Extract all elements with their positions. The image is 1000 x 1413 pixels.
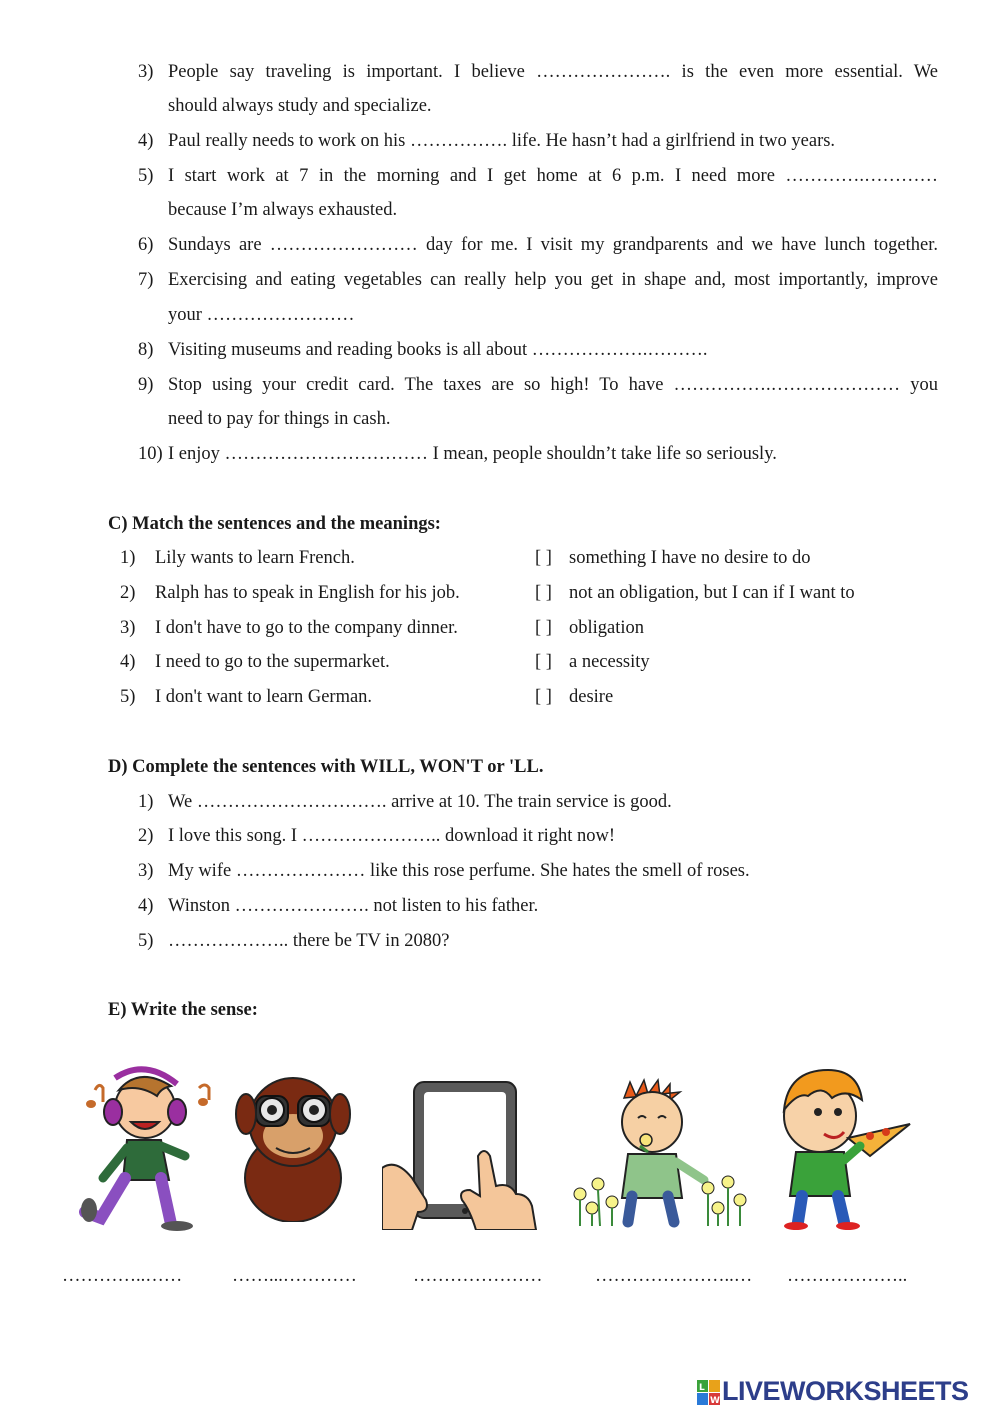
match-sentence: I need to go to the supermarket. <box>155 652 390 672</box>
answer-blank[interactable]: …………..…… <box>62 1266 183 1286</box>
match-meaning: desire <box>569 687 614 707</box>
touch-tablet-icon <box>382 1080 540 1230</box>
match-sentence: Ralph has to speak in English for his job. <box>155 583 460 603</box>
answer-blank[interactable]: ……...………… <box>232 1266 357 1286</box>
item-number: 3) <box>120 618 136 638</box>
item-line: should always study and specialize. <box>168 96 432 116</box>
item-number: 4) <box>120 652 136 672</box>
item-number: 2) <box>138 826 154 846</box>
match-bracket-input[interactable]: [ ] <box>535 687 552 707</box>
match-bracket-input[interactable]: [ ] <box>535 548 552 568</box>
item-number: 1) <box>120 548 136 568</box>
match-bracket-input[interactable]: [ ] <box>535 652 552 672</box>
fill-sentence[interactable]: My wife ………………… like this rose perfume. She hates the smell of roses. <box>168 861 750 881</box>
item-number: 3) <box>138 861 154 881</box>
item-number: 7) <box>138 270 154 290</box>
match-meaning: a necessity <box>569 652 650 672</box>
sight-monkey-icon <box>232 1070 354 1222</box>
fill-sentence[interactable]: We …………………………. arrive at 10. The train service is good. <box>168 792 672 812</box>
item-number: 4) <box>138 896 154 916</box>
smell-boy-icon <box>568 1076 754 1228</box>
item-line: Paul really needs to work on his ……………. life. He hasn’t had a girlfriend in two years. <box>168 131 836 151</box>
item-number: 9) <box>138 375 154 395</box>
match-meaning: not an obligation, but I can if I want to <box>569 583 855 603</box>
item-number: 6) <box>138 235 154 255</box>
item-number: 10) <box>138 444 163 464</box>
fill-sentence[interactable]: ……………….. there be TV in 2080? <box>168 931 450 951</box>
item-line: because I’m always exhausted. <box>168 200 398 220</box>
item-line: Sundays are …………………… day for me. I visit my grandparents and we have lunch together. <box>168 235 938 255</box>
item-number: 4) <box>138 131 154 151</box>
match-sentence: I don't have to go to the company dinner. <box>155 618 458 638</box>
item-line: Visiting museums and reading books is all about ……………….………. <box>168 340 708 360</box>
logo-letter: W <box>710 1396 720 1406</box>
fill-sentence[interactable]: I love this song. I ………………….. download it right now! <box>168 826 616 846</box>
item-number: 2) <box>120 583 136 603</box>
item-number: 5) <box>138 931 154 951</box>
liveworksheets-logo[interactable]: LIVEWORKSHEETS <box>722 1376 969 1406</box>
fill-sentence[interactable]: Winston …………………. not listen to his father. <box>168 896 539 916</box>
taste-boy-icon <box>762 1068 912 1230</box>
logo-letter: L <box>699 1383 705 1393</box>
section-heading: D) Complete the sentences with WILL, WON'T or 'LL. <box>108 757 544 777</box>
match-meaning: something I have no desire to do <box>569 548 811 568</box>
answer-blank[interactable]: ………………… <box>413 1266 543 1286</box>
section-heading: C) Match the sentences and the meanings: <box>108 514 441 534</box>
item-number: 8) <box>138 340 154 360</box>
match-bracket-input[interactable]: [ ] <box>535 618 552 638</box>
item-number: 5) <box>120 687 136 707</box>
item-line: need to pay for things in cash. <box>168 409 391 429</box>
item-number: 1) <box>138 792 154 812</box>
match-bracket-input[interactable]: [ ] <box>535 583 552 603</box>
match-sentence: I don't want to learn German. <box>155 687 373 707</box>
liveworksheets-logo-icon <box>697 1380 721 1406</box>
answer-blank[interactable]: ……………….. <box>787 1266 908 1286</box>
item-number: 3) <box>138 62 154 82</box>
match-sentence: Lily wants to learn French. <box>155 548 355 568</box>
match-meaning: obligation <box>569 618 645 638</box>
item-line: your …………………… <box>168 305 355 325</box>
item-line: I start work at 7 in the morning and I get home at 6 p.m. I need more ………….………… <box>168 166 938 186</box>
item-number: 5) <box>138 166 154 186</box>
hearing-boy-icon <box>75 1060 215 1232</box>
item-line: Stop using your credit card. The taxes are so high! To have …………….………………… you <box>168 375 938 395</box>
item-line: People say traveling is important. I believe …………………. is the even more essential. We <box>168 62 938 82</box>
item-line: I enjoy …………………………… I mean, people shouldn’t take life so seriously. <box>168 444 777 464</box>
answer-blank[interactable]: …………………..… <box>595 1266 753 1286</box>
section-heading: E) Write the sense: <box>108 1000 258 1020</box>
item-line: Exercising and eating vegetables can really help you get in shape and, most importantly, improve <box>168 270 938 290</box>
